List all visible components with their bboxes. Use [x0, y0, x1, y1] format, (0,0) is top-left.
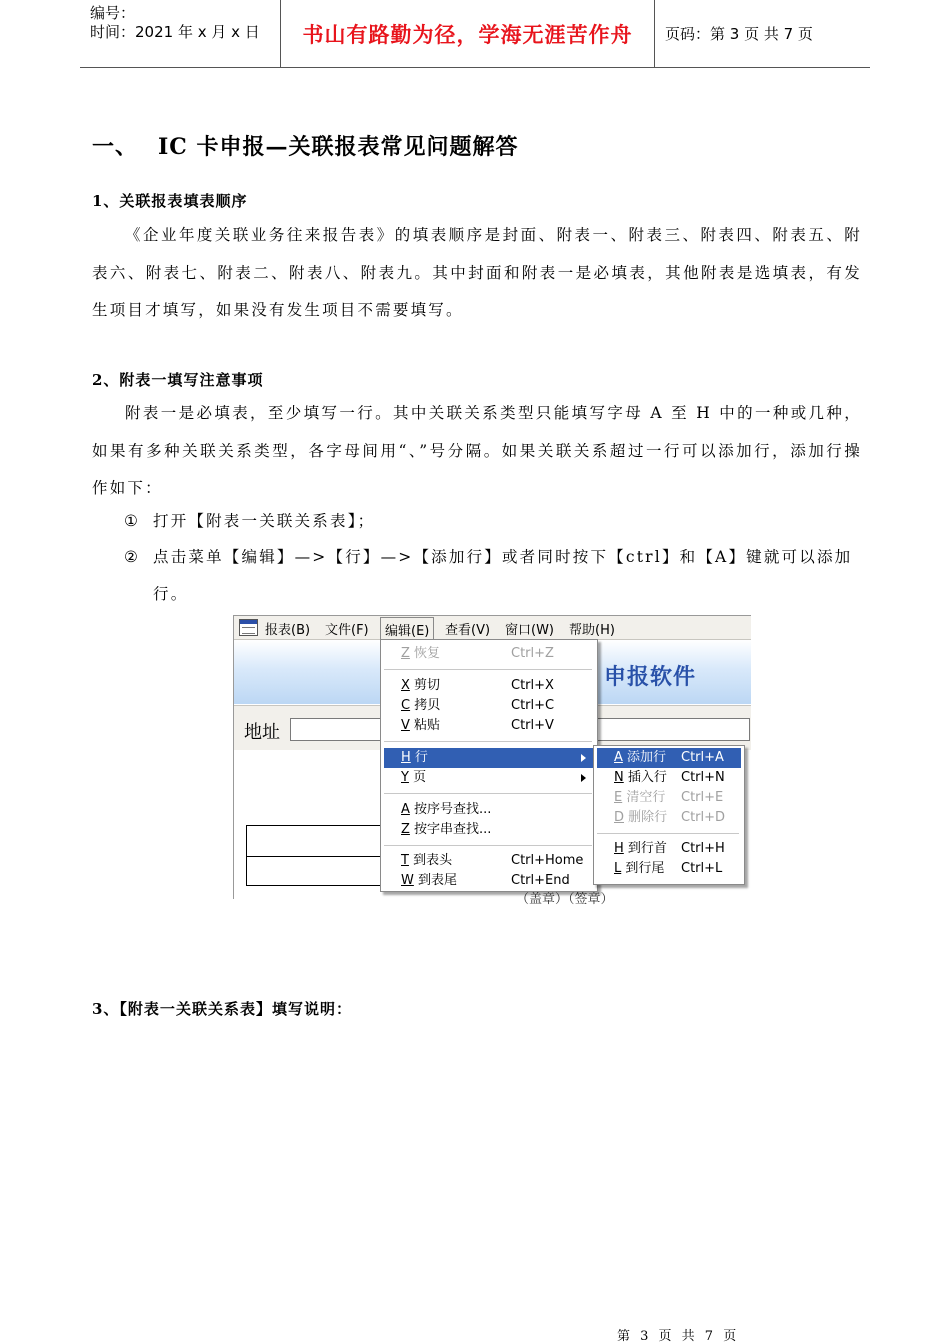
menu-item-go-bottom[interactable]: [384, 871, 594, 891]
menu-item-label: 到行尾: [625, 861, 665, 876]
menu-item-label: 插入行: [627, 770, 667, 785]
menu-item-shortcut: Ctrl+Home: [511, 853, 584, 868]
accelerator-key: Z: [401, 822, 410, 837]
section2-body: 附表一是必填表，至少填写一行。其中关联关系类型只能填写字母 A 至 H 中的一种或几种，如果有多种关联关系类型，各字母间用“、”号分隔。如果关联关系超过一行可以添加行，添加行操作如下：: [92, 404, 862, 497]
accelerator-key: A: [401, 802, 410, 817]
step-2-continuation: 行。: [153, 585, 189, 603]
submenu-item-clear-row[interactable]: [597, 788, 741, 808]
app-table-icon: [239, 619, 258, 636]
menu-item-label: 删除行: [628, 810, 668, 825]
step-2-text: 点击菜单【编辑】—>【行】—>【添加行】或者同时按下【ctrl】和【A】键就可以添加: [153, 548, 853, 566]
submenu-item-row-start[interactable]: [597, 839, 741, 859]
menu-item-label: 粘贴: [414, 718, 441, 733]
header-page-info: 页码：第 3 页 共 7 页: [665, 25, 813, 43]
section1-title: 1、关联报表填表顺序: [92, 192, 248, 210]
section1-body: 《企业年度关联业务往来报告表》的填表顺序是封面、附表一、附表三、附表四、附表五、附表六、附表七、附表二、附表八、附表九。其中封面和附表一是必填表，其他附表是选填表，有发生项目才填写，如果没有发生项目不需要填写。: [92, 226, 862, 319]
banner-title: 申报软件: [604, 665, 697, 690]
accelerator-key: H: [401, 750, 411, 765]
row-submenu: [593, 745, 745, 885]
menu-help[interactable]: 帮助(H): [569, 623, 615, 638]
menu-file[interactable]: 文件(F): [325, 623, 369, 638]
menu-item-label: 到表尾: [418, 873, 458, 888]
menu-item-find-by-string[interactable]: [384, 820, 594, 840]
header-motto: 书山有路勤为径，学海无涯苦作舟: [281, 0, 655, 67]
header-time-label: 时间：2021 年 x 月 x 日: [90, 23, 260, 41]
page-footer: 第 3 页 共 7 页: [617, 1329, 740, 1344]
accelerator-key: L: [614, 861, 622, 876]
accelerator-key: W: [401, 873, 414, 888]
step-1-marker: ①: [124, 512, 141, 530]
menu-separator: [384, 669, 592, 670]
accelerator-key: A: [614, 750, 623, 765]
page-header: [80, 0, 870, 68]
menu-item-shortcut: Ctrl+H: [681, 841, 725, 856]
submenu-arrow-icon: [581, 774, 586, 782]
menu-item-shortcut: Ctrl+N: [681, 770, 725, 785]
accelerator-key: X: [401, 678, 410, 693]
header-code-label: 编号：: [90, 4, 136, 22]
menu-item-paste[interactable]: [384, 716, 594, 736]
menu-item-cut[interactable]: [384, 676, 594, 696]
menu-item-shortcut: Ctrl+X: [511, 678, 554, 693]
menu-window[interactable]: 窗口(W): [505, 623, 554, 638]
menu-view[interactable]: 查看(V): [445, 623, 491, 638]
submenu-item-row-end[interactable]: [597, 859, 741, 879]
accelerator-key: E: [614, 790, 623, 805]
menu-item-label: 行: [414, 750, 428, 765]
step-2-marker: ②: [124, 548, 141, 566]
menu-separator: [597, 833, 739, 834]
menu-edit[interactable]: 编辑(E): [380, 617, 434, 642]
menu-item-shortcut: Ctrl+E: [681, 790, 724, 805]
menu-item-label: 清空行: [626, 790, 666, 805]
menu-item-undo[interactable]: [384, 644, 594, 664]
submenu-item-add-row[interactable]: [597, 748, 741, 768]
accelerator-key: N: [614, 770, 624, 785]
main-heading: [92, 130, 518, 161]
menu-item-copy[interactable]: [384, 696, 594, 716]
menu-item-shortcut: Ctrl+V: [511, 718, 554, 733]
partial-form-text: （盖章）（签章）: [516, 892, 614, 907]
software-screenshot: [233, 615, 751, 907]
submenu-arrow-icon: [581, 754, 586, 762]
menu-item-label: 到行首: [627, 841, 667, 856]
menu-report[interactable]: 报表(B): [265, 623, 311, 638]
menu-item-label: 页: [413, 770, 427, 785]
menu-item-label: 按序号查找...: [414, 802, 492, 817]
accelerator-key: Y: [401, 770, 409, 785]
accelerator-key: V: [401, 718, 410, 733]
menu-item-label: 按字串查找...: [414, 822, 492, 837]
menu-item-shortcut: Ctrl+D: [681, 810, 726, 825]
accelerator-key: C: [401, 698, 411, 713]
section2-title: 2、附表一填写注意事项: [92, 371, 264, 389]
menu-item-shortcut: Ctrl+End: [511, 873, 570, 888]
heading-number: 一、: [92, 134, 139, 160]
menu-separator: [384, 793, 592, 794]
menu-item-shortcut: Ctrl+A: [681, 750, 724, 765]
menu-item-row[interactable]: [384, 748, 594, 768]
menu-item-page[interactable]: [384, 768, 594, 788]
menu-item-go-top[interactable]: [384, 851, 594, 871]
edit-dropdown-menu: [380, 639, 598, 892]
menu-item-shortcut: Ctrl+C: [511, 698, 555, 713]
step-1-text: 打开【附表一关联关系表】；: [153, 512, 376, 530]
menu-item-label: 恢复: [414, 646, 441, 661]
step-1: [124, 503, 864, 540]
menu-item-find-by-number[interactable]: [384, 800, 594, 820]
menu-item-shortcut: Ctrl+Z: [511, 646, 554, 661]
heading-text: IC 卡申报—关联报表常见问题解答: [158, 134, 519, 160]
accelerator-key: Z: [401, 646, 410, 661]
menu-separator: [384, 845, 592, 846]
header-meta: [80, 0, 281, 67]
menu-item-shortcut: Ctrl+L: [681, 861, 723, 876]
section3-title: 3、【附表一关联关系表】填写说明：: [92, 1000, 352, 1018]
step-2: [124, 539, 864, 613]
menu-item-label: 拷贝: [414, 698, 441, 713]
submenu-item-insert-row[interactable]: [597, 768, 741, 788]
accelerator-key: H: [614, 841, 624, 856]
menu-bar: [234, 616, 751, 640]
menu-item-label: 添加行: [627, 750, 667, 765]
menu-separator: [384, 741, 592, 742]
menu-item-label: 剪切: [414, 678, 441, 693]
address-label: 地址: [244, 722, 280, 743]
accelerator-key: D: [614, 810, 625, 825]
submenu-item-delete-row[interactable]: [597, 808, 741, 828]
menu-item-label: 到表头: [413, 853, 453, 868]
accelerator-key: T: [401, 853, 409, 868]
